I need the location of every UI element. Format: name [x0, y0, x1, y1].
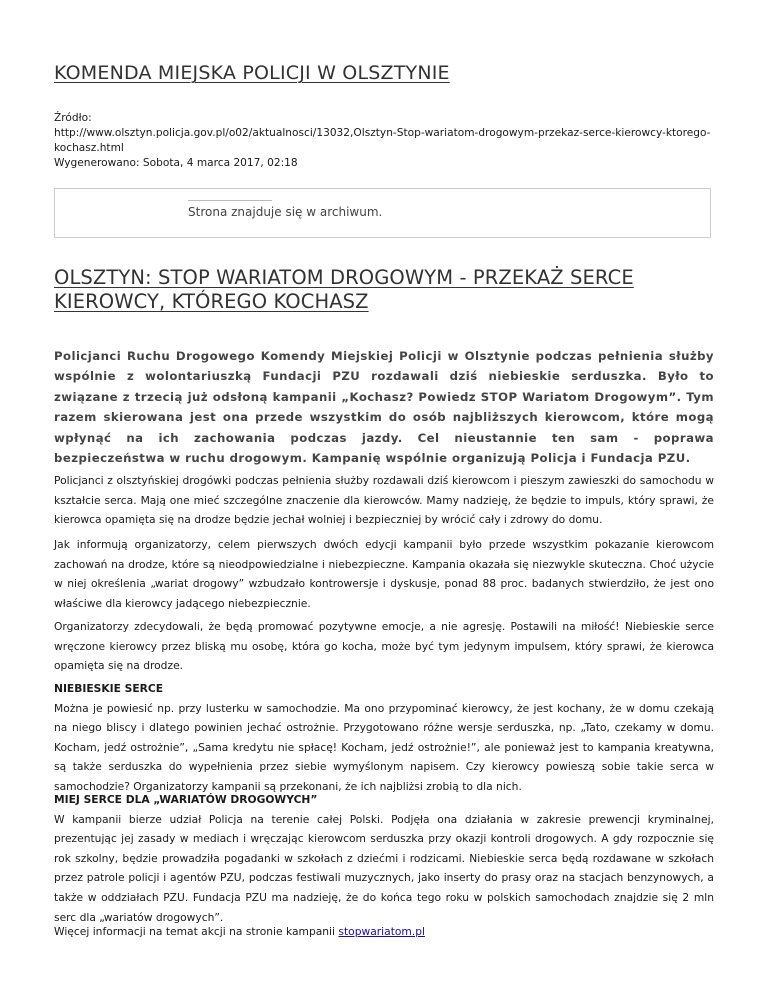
more-info — [54, 922, 714, 942]
generated-date: Wygenerowano: Sobota, 4 marca 2017, 02:18 — [54, 157, 298, 169]
section-niebieskie-serce — [54, 679, 714, 797]
section-miej-serce — [54, 790, 714, 927]
article-title — [54, 266, 714, 314]
article-paragraph: Jak informują organizatorzy, celem pierwszych dwóch edycji kampanii było przede wszystkim pokazanie kierowcom zachowań na drodze, które są nieodpowiedzialne i niebezpieczne. Kampania okazała się niezwykle skuteczna. Choć użycie w niej określenia „wariat drogowy” wzbudzało kontrowersje i dyskusje, ponad 88 proc. badanych stwierdziło, że jest ono właściwe dla kierowcy jadącego niebezpiecznie. — [54, 538, 714, 610]
section-text: W kampanii bierze udział Policja na terenie całej Polski. Podjęła ona działania w zakresie prewencji kryminalnej, prezentując jej zasady w mediach i wręczając kierowcom serduszka przy okazji kontroli drogowych. A gdy rozpocznie się rok szkolny, będzie prowadziła pogadanki w szkołach z dziećmi i rodzicami. Niebieskie serca będą rozdawane w szkołach przez patrole policji i agentów PZU, podczas festiwali muzycznych, jako inserty do prasy oraz na stacjach benzynowych, a także w oddziałach PZU. Fundacja PZU ma nadzieję, że do końca tego roku w polskich samochodach znajdzie się 2 mln serc dla „wariatów drogowych”. — [54, 812, 714, 924]
section-heading: MIEJ SERCE DLA „WARIATÓW DROGOWYCH” — [54, 793, 318, 806]
source-label: Źródło: — [54, 112, 92, 124]
section-heading: NIEBIESKIE SERCE — [54, 682, 163, 695]
article-title-text: OLSZTYN: STOP WARIATOM DROGOWYM - PRZEKAŻ SERCE KIEROWCY, KTÓREGO KOCHASZ — [54, 266, 634, 313]
site-title: KOMENDA MIEJSKA POLICJI W OLSZTYNIE — [54, 62, 450, 84]
archive-notice-text: Strona znajduje się w archiwum. — [188, 205, 383, 219]
archive-divider — [188, 200, 272, 201]
campaign-link[interactable]: stopwariatom.pl — [338, 925, 425, 938]
source-url: http://www.olsztyn.policja.gov.pl/o02/aktualnosci/13032,Olsztyn-Stop-wariatom-drogowym-przekaz-serce-kierowcy-ktorego-kochasz.html — [54, 127, 711, 154]
article-lead: Policjanci Ruchu Drogowego Komendy Miejskiej Policji w Olsztynie podczas pełnienia służby wspólnie z wolontariuszką Fundacji PZU rozdawali dziś niebieskie serduszka. Było to związane z trzecią już odsłoną kampanii „Kochasz? Powiedz STOP Wariatom Drogowym”. Tym razem skierowana jest ona przede wszystkim do osób najbliższych kierowcom, które mogą wpłynąć na ich zachowania podczas jazdy. Cel nieustannie ten sam - poprawa bezpieczeństwa w ruchu drogowym. Kampanię wspólnie organizują Policja i Fundacja PZU. — [54, 349, 714, 466]
article-paragraph: Policjanci z olsztyńskiej drogówki podczas pełnienia służby rozdawali dziś kierowcom i pieszym zawieszki do samochodu w kształcie serca. Mają one mieć szczególne znaczenie dla kierowców. Mamy nadzieję, że będzie to impuls, który sprawi, że kierowca opamięta się na drodze będzie jechał wolniej i bezpieczniej by wrócić cały i zdrowy do domu. — [54, 474, 714, 527]
more-info-text: Więcej informacji na temat akcji na stronie kampanii — [54, 925, 339, 938]
article-paragraph: Organizatorzy zdecydowali, że będą promować pozytywne emocje, a nie agresję. Postawili na miłość! Niebieskie serce wręczone kierowcy przez bliską mu osobę, która go kocha, może być tym jedynym impulsem, który sprawi, że kierowca opamięta się na drodze. — [54, 620, 714, 673]
document-meta — [54, 111, 714, 171]
section-text: Można je powiesić np. przy lusterku w samochodzie. Ma ono przypominać kierowcy, że jest kochany, że w domu czekają na niego bliscy i dlatego powinien jechać ostrożnie. Przygotowano różne wersje serduszka, np. „Tato, czekamy w domu. Kocham, jedź ostrożnie”, „Sama kredytu nie spłacę! Kocham, jedź ostrożnie!”, ale ponieważ jest to kampania kreatywna, są także serduszka do wypełnienia przez siebie wymyślonym napisem. Czy kierowcy powieszą sobie takie serca w samochodzie? Organizatorzy kampanii są przekonani, że ich najbliżsi zrobią to dla nich. — [54, 701, 714, 793]
archive-notice-box — [54, 188, 711, 238]
